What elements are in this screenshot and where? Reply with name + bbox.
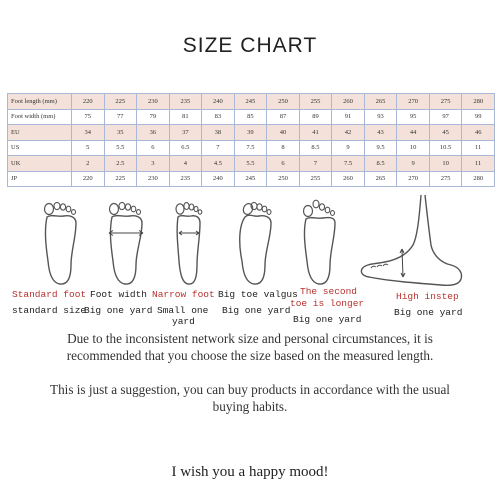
note-line-3: This is just a suggestion, you can buy products in accordance with the usual	[50, 382, 450, 397]
table-cell: 235	[169, 171, 202, 187]
closing-message: I wish you a happy mood!	[171, 464, 329, 480]
table-cell: 40	[267, 125, 300, 141]
table-cell: 93	[364, 109, 397, 125]
second-toe-longer-icon	[297, 199, 341, 287]
table-cell: 10	[429, 156, 462, 172]
row-label: Foot width (mm)	[8, 109, 72, 125]
table-cell: 245	[234, 94, 267, 110]
table-cell: 7.5	[234, 140, 267, 156]
note-line-2: recommended that you choose the size based on the measured length.	[66, 348, 434, 363]
table-cell: 245	[234, 171, 267, 187]
table-cell: 5.5	[104, 140, 137, 156]
table-cell: 11	[462, 156, 495, 172]
table-cell: 7	[202, 140, 235, 156]
table-cell: 5.5	[234, 156, 267, 172]
table-cell: 225	[104, 94, 137, 110]
row-label: US	[8, 140, 72, 156]
table-cell: 36	[137, 125, 170, 141]
table-cell: 255	[299, 171, 332, 187]
caption-big-toe-valgus: Big toe valgus	[218, 289, 298, 300]
table-cell: 220	[72, 171, 105, 187]
table-cell: 39	[234, 125, 267, 141]
table-cell: 97	[429, 109, 462, 125]
table-cell: 42	[332, 125, 365, 141]
table-cell: 280	[462, 94, 495, 110]
table-cell: 265	[364, 171, 397, 187]
table-cell: 5	[72, 140, 105, 156]
table-row	[8, 109, 495, 125]
table-cell: 275	[429, 94, 462, 110]
table-cell: 7	[299, 156, 332, 172]
table-cell: 34	[72, 125, 105, 141]
table-cell: 2	[72, 156, 105, 172]
caption-foot-width-note: Big one yard	[84, 305, 153, 316]
table-cell: 240	[202, 171, 235, 187]
table-cell: 91	[332, 109, 365, 125]
row-label: EU	[8, 125, 72, 141]
table-cell: 240	[202, 94, 235, 110]
table-cell: 9.5	[364, 140, 397, 156]
table-cell: 43	[364, 125, 397, 141]
caption-high-instep: High instep	[396, 291, 459, 302]
table-cell: 225	[104, 171, 137, 187]
caption-big-toe-note: Big one yard	[222, 305, 291, 316]
big-toe-valgus-icon	[233, 199, 277, 287]
table-cell: 99	[462, 109, 495, 125]
table-row	[8, 140, 495, 156]
caption-standard-size: standard size	[12, 305, 87, 316]
row-label: UK	[8, 156, 72, 172]
table-cell: 9	[397, 156, 430, 172]
caption-second-toe-2: toe is longer	[290, 298, 365, 309]
caption-narrow-note-2: yard	[172, 316, 195, 327]
foot-types-illustration	[0, 193, 500, 293]
table-cell: 2.5	[104, 156, 137, 172]
table-cell: 6	[267, 156, 300, 172]
table-cell: 8.5	[299, 140, 332, 156]
table-cell: 8.5	[364, 156, 397, 172]
table-cell: 7.5	[332, 156, 365, 172]
table-cell: 11	[462, 140, 495, 156]
table-cell: 46	[462, 125, 495, 141]
table-row	[8, 94, 495, 110]
table-cell: 37	[169, 125, 202, 141]
table-cell: 4.5	[202, 156, 235, 172]
table-row	[8, 171, 495, 187]
table-cell: 9	[332, 140, 365, 156]
table-cell: 87	[267, 109, 300, 125]
table-cell: 89	[299, 109, 332, 125]
table-cell: 79	[137, 109, 170, 125]
table-cell: 220	[72, 94, 105, 110]
table-cell: 270	[397, 94, 430, 110]
table-cell: 235	[169, 94, 202, 110]
table-cell: 85	[234, 109, 267, 125]
table-cell: 250	[267, 171, 300, 187]
caption-foot-width: Foot width	[90, 289, 148, 300]
caption-high-instep-note: Big one yard	[394, 307, 463, 318]
table-cell: 4	[169, 156, 202, 172]
caption-narrow-note-1: Small one	[157, 305, 209, 316]
note-line-1: Due to the inconsistent network size and personal circumstances, it is	[67, 331, 433, 346]
table-cell: 77	[104, 109, 137, 125]
table-cell: 10	[397, 140, 430, 156]
caption-second-toe-1: The second	[300, 286, 358, 297]
table-cell: 255	[299, 94, 332, 110]
table-cell: 230	[137, 171, 170, 187]
table-cell: 41	[299, 125, 332, 141]
table-cell: 260	[332, 171, 365, 187]
caption-narrow-foot: Narrow foot	[152, 289, 215, 300]
standard-foot-icon	[38, 199, 82, 287]
table-cell: 260	[332, 94, 365, 110]
table-cell: 45	[429, 125, 462, 141]
table-cell: 250	[267, 94, 300, 110]
table-cell: 265	[364, 94, 397, 110]
narrow-foot-icon	[168, 199, 208, 287]
table-cell: 35	[104, 125, 137, 141]
table-cell: 230	[137, 94, 170, 110]
table-cell: 270	[397, 171, 430, 187]
row-label: JP	[8, 171, 72, 187]
table-cell: 280	[462, 171, 495, 187]
caption-standard-foot: Standard foot	[12, 289, 87, 300]
table-cell: 38	[202, 125, 235, 141]
table-cell: 8	[267, 140, 300, 156]
size-chart-table	[7, 93, 495, 187]
table-cell: 95	[397, 109, 430, 125]
table-cell: 44	[397, 125, 430, 141]
table-cell: 275	[429, 171, 462, 187]
table-cell: 6.5	[169, 140, 202, 156]
foot-width-icon	[104, 199, 148, 287]
table-cell: 83	[202, 109, 235, 125]
table-row	[8, 125, 495, 141]
high-instep-icon	[355, 193, 467, 293]
table-cell: 6	[137, 140, 170, 156]
table-cell: 75	[72, 109, 105, 125]
note-line-4: buying habits.	[212, 399, 288, 414]
caption-second-toe-note: Big one yard	[293, 314, 362, 325]
table-cell: 3	[137, 156, 170, 172]
table-row	[8, 156, 495, 172]
row-label: Foot length (mm)	[8, 94, 72, 110]
table-cell: 81	[169, 109, 202, 125]
table-cell: 10.5	[429, 140, 462, 156]
page-title: SIZE CHART	[182, 34, 318, 57]
